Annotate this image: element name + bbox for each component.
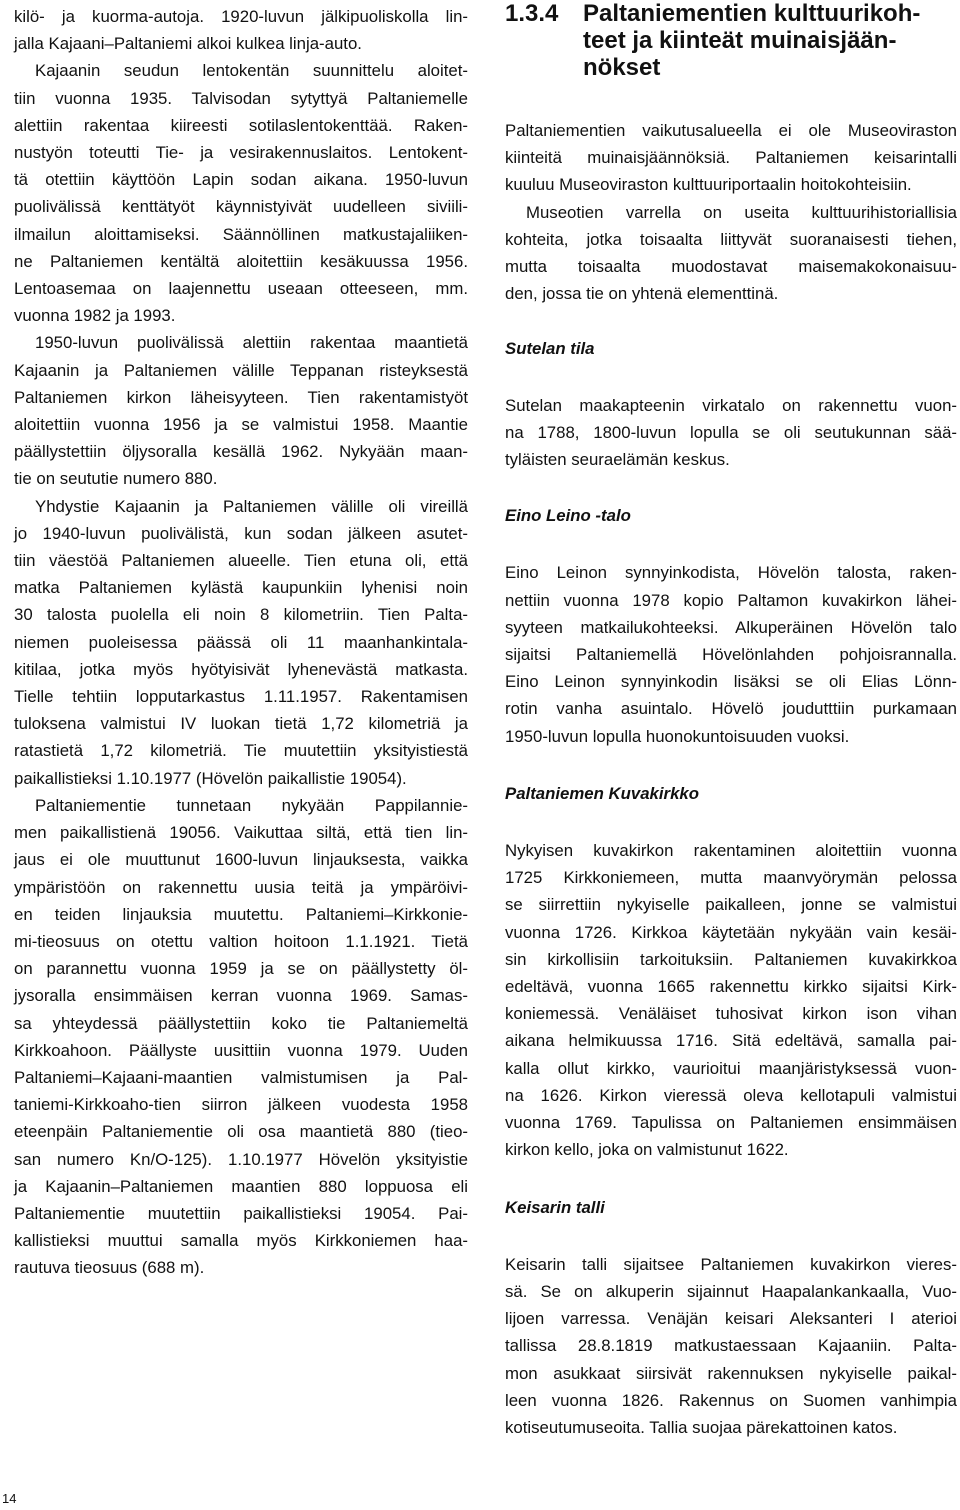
text-line: vuonna 1769. Tapulissa on Paltaniemen ensimmäisen bbox=[505, 1113, 957, 1133]
section-title-line: teet ja kiinteät muinaisjään- bbox=[583, 27, 897, 54]
text-line: mutta toisaalta muodostavat maisemakokonaisuu- bbox=[505, 257, 957, 277]
text-line: den, jossa tie on yhtenä elementtinä. bbox=[505, 284, 779, 304]
text-line: tiin vuonna 1935. Talvisodan sytyttyä Paltaniemelle bbox=[14, 88, 468, 108]
text-line: ne Paltaniemen kentältä aloitettiin kesäkuussa 1956. bbox=[14, 251, 468, 271]
left-paragraph-1 bbox=[14, 3, 468, 57]
text-line: rautuva tieosuus (688 m). bbox=[14, 1258, 205, 1278]
right-column bbox=[505, 0, 957, 1441]
text-line: syyteen matkailukohteeksi. Alkuperäinen Hövelön talo bbox=[505, 617, 957, 637]
text-line: kallistieksi muuttui samalla myös Kirkkoniemen haa- bbox=[14, 1231, 468, 1251]
text-line: tie on seututie numero 880. bbox=[14, 469, 218, 489]
text-line: niemen puoleisessa päässä oli 11 maanhankintala- bbox=[14, 632, 468, 652]
text-line: ilmailun aloittamiseksi. Säännöllinen matkustajaliiken- bbox=[14, 224, 468, 244]
text-line: Keisarin talli sijaitsee Paltaniemen kuvakirkon vieres- bbox=[505, 1254, 957, 1274]
text-line: kilö- ja kuorma-autoja. 1920-luvun jälkipuoliskolla lin- bbox=[14, 7, 468, 26]
text-line: kohteita, jotka toisaalta liittyvät suoranaisesti tiehen, bbox=[505, 229, 957, 249]
text-line: kirkon kello, joka on valmistunut 1622. bbox=[505, 1140, 789, 1160]
text-line: 30 talosta puolella eli noin 8 kilometriin. Tien Palta- bbox=[14, 605, 468, 625]
text-line: Kirkkoahoon. Päällyste uusittiin vuonna 1979. Uuden bbox=[14, 1040, 468, 1060]
subsection-body-paltaniemen-kuvakirkko bbox=[505, 837, 957, 1163]
text-line: puolivälissä kenttätyöt käynnistyivät uudelleen siviili- bbox=[14, 197, 468, 217]
text-line: tä otettiin käyttöön Lapin sodan aikana. 1950-luvun bbox=[14, 170, 468, 190]
text-line: tuloksena valmistui IV luokan tietä 1,72 kilometriä ja bbox=[14, 714, 468, 734]
text-line: Tielle tehtiin lopputarkastus 1.11.1957. Rakentamisen bbox=[14, 687, 468, 707]
text-line: sin kirkollisiin tarkoituksiin. Paltaniemen kuvakirkkoa bbox=[505, 949, 957, 969]
text-line: on parannettu vuonna 1959 ja se on päällystetty öl- bbox=[14, 959, 468, 979]
text-line: mi-tieosuus on otettu valtion hoitoon 1.1.1921. Tietä bbox=[14, 931, 468, 951]
text-line: tyläisten seuraelämän keskus. bbox=[505, 450, 730, 470]
text-line: Eino Leinon synnyinkodin lisäksi se oli Elias Lönn- bbox=[505, 672, 957, 692]
text-line: vuonna 1726. Kirkkoa käytetään nykyään vain kesäi- bbox=[505, 922, 957, 942]
page-number: 14 bbox=[2, 1491, 17, 1506]
text-line: Yhdystie Kajaanin ja Paltaniemen välille oli vireillä bbox=[35, 496, 468, 516]
text-line: jalla Kajaani–Paltaniemi alkoi kulkea linja-auto. bbox=[14, 34, 362, 54]
text-line: sä. Se on alkuperin sijainnut Haapalankankaalla, Vuo- bbox=[505, 1281, 957, 1301]
text-line: nettiin vuonna 1978 kopio Paltamon kuvakirkon lähei- bbox=[505, 590, 957, 610]
left-paragraph-4 bbox=[14, 493, 468, 792]
text-line: paikallistieksi 1.10.1977 (Hövelön paikallistie 19054). bbox=[14, 768, 407, 788]
section-heading bbox=[505, 0, 957, 81]
text-line: eteenpäin Paltaniementie oli osa maantietä 880 (tieo- bbox=[14, 1122, 468, 1142]
subsection-body-eino-leino-talo bbox=[505, 559, 957, 749]
text-line: ja Kajaanin–Paltaniemen maantien 880 loppuosa eli bbox=[14, 1176, 468, 1196]
section-title-line: nökset bbox=[583, 54, 661, 81]
text-line: lijoen varressa. Venäjän keisari Aleksanteri I aterioi bbox=[505, 1309, 957, 1329]
text-line: tallissa 28.8.1819 matkustaessaan Kajaaniin. Palta- bbox=[505, 1336, 957, 1356]
text-line: taniemi-Kirkkoaho-tien siirron jälkeen vuodesta 1958 bbox=[14, 1095, 468, 1115]
text-line: Paltaniemi–Kajaani-maantien valmistumisen ja Pal- bbox=[14, 1067, 468, 1087]
text-line: mon asukkaat siirsivät rakennuksen nykyiselle paikal- bbox=[505, 1363, 957, 1383]
text-line: ympäristöön on rakennettu uusia teitä ja ympäröivi- bbox=[14, 877, 468, 897]
text-line: se siirrettiin nykyiselle paikalleen, jonne se valmistui bbox=[505, 895, 957, 915]
text-line: sijaitsi Paltaniemellä Hövelönlahden pohjoisrannalla. bbox=[505, 645, 957, 665]
text-line: en teiden linjauksia muutettu. Paltaniemi–Kirkkonie- bbox=[14, 904, 468, 924]
left-column bbox=[14, 0, 468, 1282]
text-line: aloitettiin vuonna 1956 ja se valmistui 1958. Maantie bbox=[14, 415, 468, 435]
text-line: kalla ollut kirkko, vaurioitui maanjäristyksessä vuon- bbox=[505, 1058, 957, 1078]
text-line: Kajaanin ja Paltaniemen välille Teppanan risteyksestä bbox=[14, 360, 468, 380]
subsection-body-sutelan-tila bbox=[505, 392, 957, 474]
text-line: kuuluu Museoviraston kulttuuriportaalin hoitokohteisiin. bbox=[505, 175, 912, 195]
text-line: Lentoasemaa on laajennettu useaan otteeseen, mm. bbox=[14, 279, 468, 299]
text-line: san numero Kn/O-125). 1.10.1977 Hövelön yksityistie bbox=[14, 1149, 468, 1169]
section-title-line: Paltaniementien kulttuurikoh- bbox=[583, 0, 921, 27]
text-line: alettiin rakentaa kiireesti sotilaslentokenttää. Raken- bbox=[14, 115, 468, 135]
text-line: jaus ei ole muuttunut 1600-luvun linjauksesta, vaikka bbox=[14, 850, 468, 870]
text-line: Museotien varrella on useita kulttuurihistoriallisia bbox=[526, 202, 957, 222]
text-line: päällystettiin öljysoralla kesällä 1962. Nykyään maan- bbox=[14, 442, 468, 462]
subsection-body-keisarin-talli bbox=[505, 1251, 957, 1441]
text-line: Nykyisen kuvakirkon rakentaminen aloitettiin vuonna bbox=[505, 841, 957, 861]
text-line: na 1788, 1800-luvun lopulla se oli seutukunnan sää- bbox=[505, 422, 957, 442]
section-number: 1.3.4 bbox=[505, 0, 559, 27]
text-line: na 1626. Kirkon vieressä oleva kellotapuli valmistui bbox=[505, 1085, 957, 1105]
left-paragraph-2 bbox=[14, 57, 468, 329]
text-line: leen vuonna 1826. Rakennus on Suomen vanhimpia bbox=[505, 1390, 957, 1410]
text-line: 1950-luvun puolivälissä alettiin rakentaa maantietä bbox=[35, 333, 468, 353]
text-line: 1725 Kirkkoniemeen, mutta maanvyörymän pelossa bbox=[505, 868, 957, 888]
text-line: Eino Leinon synnyinkodista, Hövelön talosta, raken- bbox=[505, 563, 957, 583]
text-line: aikana helmikuussa 1716. Sitä edeltävä, samalla pai- bbox=[505, 1031, 957, 1051]
text-line: rotin vanha asuintalo. Hövelö joudutttiin purkamaan bbox=[505, 699, 957, 719]
text-line: kotiseutumuseoita. Tallia suojaa pärekattoinen katos. bbox=[505, 1417, 898, 1437]
text-line: jo 1940-luvun puolivälistä, kun sodan jälkeen asutet- bbox=[14, 523, 468, 543]
left-paragraph-5 bbox=[14, 792, 468, 1282]
text-line: Paltaniementie tunnetaan nykyään Pappilannie- bbox=[35, 795, 468, 815]
text-line: nustyön toteutti Tie- ja vesirakennuslaitos. Lentokent- bbox=[14, 143, 468, 163]
subsection-heading-sutelan-tila: Sutelan tila bbox=[505, 339, 595, 359]
text-line: sa yhteydessä päällystettiin koko tie Paltaniemeltä bbox=[14, 1013, 468, 1033]
text-line: koniemessä. Venäläiset tuhosivat kirkon ison vihan bbox=[505, 1004, 957, 1024]
text-line: kiinteitä muinaisjäännöksiä. Paltaniemen keisarintalli bbox=[505, 148, 957, 168]
left-paragraph-3 bbox=[14, 329, 468, 492]
text-line: ratastietä 1,72 kilometriä. Tie muutettiin yksityistiestä bbox=[14, 741, 468, 761]
text-line: Paltaniementie muutettiin paikallistieksi 19054. Pai- bbox=[14, 1203, 468, 1223]
text-line: Sutelan maakapteenin virkatalo on rakennettu vuon- bbox=[505, 395, 957, 415]
right-paragraph-2 bbox=[505, 199, 957, 308]
text-line: Paltaniementien vaikutusalueella ei ole Museoviraston bbox=[505, 121, 957, 140]
text-line: jysoralla ensimmäisen kerran vuonna 1969. Samas- bbox=[14, 986, 468, 1006]
text-line: vuonna 1982 ja 1993. bbox=[14, 306, 176, 326]
text-line: matka Paltaniemen kylästä kaupunkiin lyhenisi noin bbox=[14, 578, 468, 598]
right-paragraph-1 bbox=[505, 117, 957, 199]
subsection-heading-paltaniemen-kuvakirkko: Paltaniemen Kuvakirkko bbox=[505, 783, 700, 803]
text-line: tiin väestöä Paltaniemen alueelle. Tien etuna oli, että bbox=[14, 551, 468, 571]
subsection-heading-keisarin-talli: Keisarin talli bbox=[505, 1197, 605, 1217]
text-line: edeltävä, vuonna 1665 rakennettu kirkko sijaitsi Kirk- bbox=[505, 977, 957, 997]
subsection-heading-eino-leino-talo: Eino Leino -talo bbox=[505, 506, 631, 526]
text-line: men paikallistienä 19056. Vaikuttaa siltä, että tien lin- bbox=[14, 823, 468, 843]
text-line: kitilaa, jotka myös hyötyisivät lyhenevästä matkasta. bbox=[14, 659, 468, 679]
text-line: Paltaniemen kirkon läheisyyteen. Tien rakentamistyöt bbox=[14, 387, 468, 407]
text-line: Kajaanin seudun lentokentän suunnittelu aloitet- bbox=[35, 61, 468, 81]
text-line: 1950-luvun lopulla huonokuntoisuuden vuoksi. bbox=[505, 726, 850, 746]
